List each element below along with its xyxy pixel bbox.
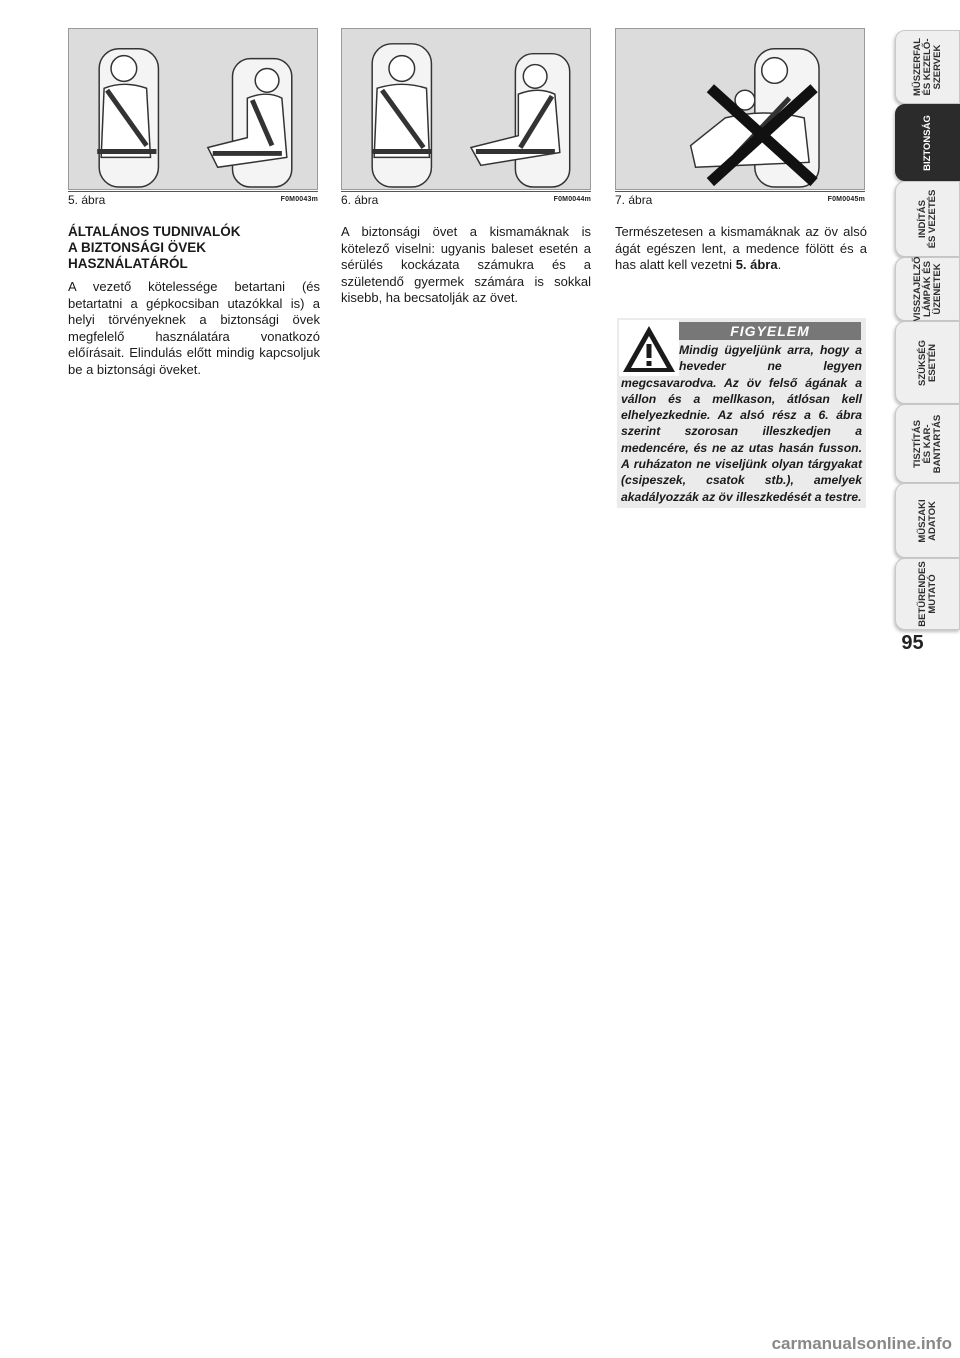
figure-reference: 5. ábra <box>735 257 778 272</box>
tab-muszerfal[interactable]: MŰSZERFAL ÉS KEZELŐ- SZERVEK <box>895 30 960 104</box>
figure-5-caption <box>68 191 318 207</box>
page-number: 95 <box>901 632 924 654</box>
tab-visszajelzo[interactable]: VISSZAJELZŐ LÁMPÁK ÉS ÜZENETEK <box>895 257 960 321</box>
column3-paragraph: Természetesen a kismamáknak az öv alsó ágát egészen lent, a medence fölött és a has alatt kell vezetni 5. ábra. <box>615 224 867 272</box>
figure-7-illustration <box>615 28 865 190</box>
figure-6-illustration <box>341 28 591 190</box>
section-block <box>68 224 320 378</box>
warning-box <box>617 318 866 508</box>
tab-szukseg[interactable]: SZÜKSÉG ESETÉN <box>895 321 960 404</box>
column2-paragraph: A biztonsági övet a kismamáknak is kötelező viselni: ugyanis baleset esetén a sérülés kockázata számukra és a születendő gyermek számára is sokkal kisebb, ha becsatolják az övet. <box>341 224 591 305</box>
tab-biztonsag[interactable]: BIZTONSÁG <box>895 104 960 181</box>
tab-muszaki[interactable]: MŰSZAKI ADATOK <box>895 483 960 558</box>
figure-6-caption <box>341 191 591 207</box>
seated-men-belts-illustration <box>342 29 590 189</box>
tab-tisztitas[interactable]: TISZTÍTÁS ÉS KAR- BANTARTÁS <box>895 404 960 483</box>
section-paragraph: A vezető kötelessége betartani (és betartatni a gépkocsiban utazókkal is) a helyi törvényeknek a biztonsági övek megfelelő használatára vonatkozó előírásait. Elindulás előtt mindig kapcsoljuk be a biztonsági öveket. <box>68 279 320 377</box>
section-heading: ÁLTALÁNOS TUDNIVALÓK A BIZTONSÁGI ÖVEK HASZNÁLATÁRÓL <box>68 224 241 271</box>
figure-7-caption <box>615 191 865 207</box>
tab-inditas[interactable]: INDÍTÁS ÉS VEZETÉS <box>895 181 960 257</box>
tab-beturendes[interactable]: BETŰRENDES MUTATÓ <box>895 558 960 630</box>
figure-number: 5. ábra <box>68 193 106 207</box>
figure-code: F0M0044m <box>553 196 591 203</box>
figure-number: 6. ábra <box>341 193 379 207</box>
seated-women-belts-illustration <box>69 29 317 189</box>
warning-label: FIGYELEM <box>679 322 861 340</box>
watermark: carmanualsonline.info <box>771 1334 952 1353</box>
figure-number: 7. ábra <box>615 193 653 207</box>
figure-code: F0M0045m <box>827 196 865 203</box>
figure-5-illustration <box>68 28 318 190</box>
incorrect-child-belt-illustration <box>616 29 864 189</box>
warning-text: Mindig ügyeljünk arra, hogy a heveder ne legyen megcsavarodva. Az öv felső ágának a vállon és a mellkason, átlósan kell elhelyezkednie. Az alsó rész a 6. ábra szerint szorosan illeszkedjen a medencére, és ne az utas hasán fusson. A ruházaton ne viseljünk olyan tárgyakat (csipeszek, csatok stb.), amelyek akadályozzák az öv illeszkedését a testre. <box>621 343 862 504</box>
figure-code: F0M0043m <box>280 196 318 203</box>
